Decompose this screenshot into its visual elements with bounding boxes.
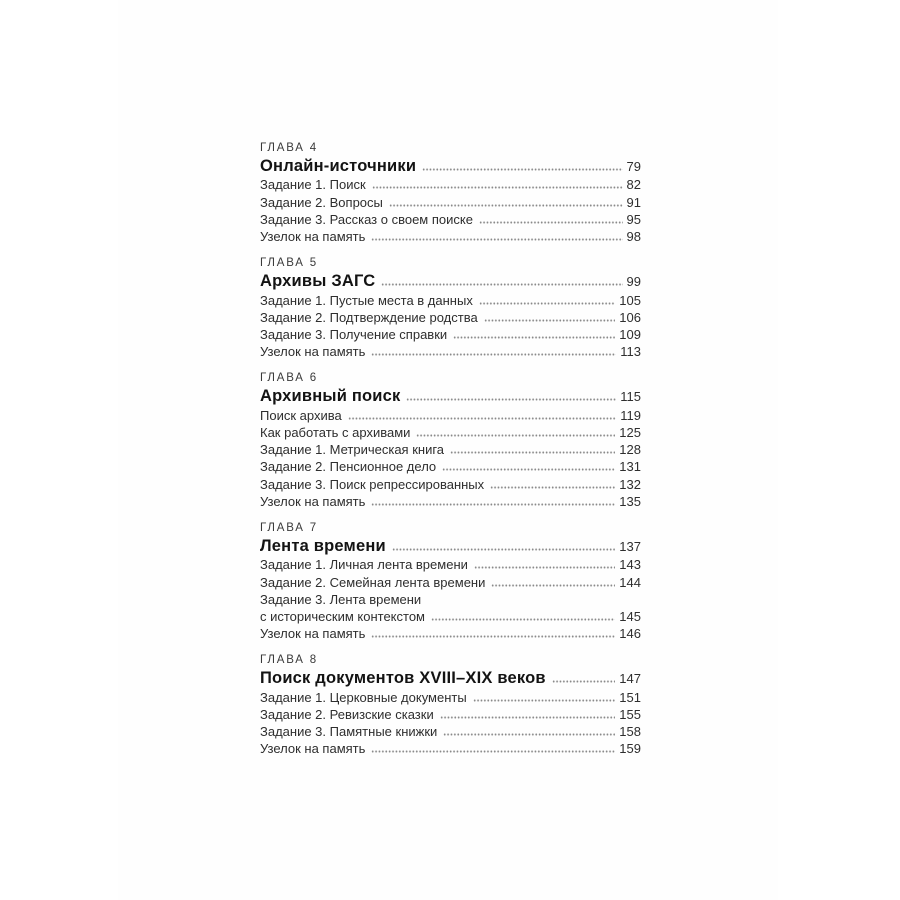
toc-entry-wrapped-first-line — [260, 591, 641, 608]
toc-entry — [260, 228, 641, 245]
dot-leader — [450, 450, 615, 454]
page-number: 147 — [619, 671, 641, 687]
page-number: 125 — [619, 425, 641, 440]
chapter-title-row — [260, 669, 641, 689]
chapter-title: Архивы ЗАГС — [260, 272, 376, 290]
toc-entry — [260, 458, 641, 475]
chapter-label: ГЛАВА 6 — [260, 372, 318, 385]
entry-text: Задание 1. Личная лента времени — [260, 557, 468, 573]
page-number: 135 — [619, 493, 641, 509]
entry-text: Поиск архива — [260, 407, 342, 423]
page-number: 82 — [626, 177, 641, 193]
dot-leader — [552, 679, 616, 683]
toc-entry — [260, 424, 641, 441]
page-number: 91 — [626, 194, 641, 210]
toc-entry — [260, 476, 641, 493]
page-number: 158 — [619, 724, 641, 740]
toc-entry — [260, 407, 641, 424]
dot-leader — [491, 583, 615, 587]
toc-entry — [260, 326, 641, 343]
dot-leader — [453, 335, 615, 339]
page-number: 132 — [619, 476, 641, 492]
toc-chapter-7 — [260, 520, 641, 642]
page-number: 119 — [620, 407, 641, 423]
table-of-contents — [260, 140, 641, 768]
dot-leader — [490, 485, 615, 489]
page-number: 159 — [619, 741, 641, 757]
page-number: 95 — [626, 211, 641, 227]
toc-entry — [260, 292, 641, 309]
page-number: 98 — [626, 229, 641, 244]
page-number: 144 — [619, 574, 641, 590]
page-number: 106 — [619, 309, 641, 325]
dot-leader — [474, 565, 615, 569]
entry-text: Узелок на память — [260, 344, 366, 360]
page-number: 99 — [626, 274, 641, 289]
toc-chapter-5 — [260, 255, 641, 360]
entry-text: Задание 2. Ревизские сказки — [260, 707, 434, 723]
dot-leader — [473, 698, 616, 702]
dot-leader — [389, 203, 623, 207]
entry-text: Задание 3. Рассказ о своем поиске — [260, 211, 473, 227]
toc-entry — [260, 493, 641, 510]
chapter-title-row — [260, 387, 641, 407]
entry-text: Задание 3. Памятные книжки — [260, 724, 438, 740]
entry-text: Задание 1. Пустые места в данных — [260, 292, 473, 308]
dot-leader — [422, 167, 622, 171]
dot-leader — [479, 220, 623, 224]
toc-chapter-4 — [260, 140, 641, 245]
chapter-title-row — [260, 157, 641, 177]
chapter-label: ГЛАВА 4 — [260, 142, 318, 154]
dot-leader — [479, 301, 615, 305]
toc-entry — [260, 625, 641, 642]
toc-entry — [260, 194, 641, 211]
toc-entry — [260, 556, 641, 573]
toc-entry — [260, 343, 641, 360]
entry-text: с историческим контекстом — [260, 609, 425, 625]
chapter-label: ГЛАВА 7 — [260, 522, 318, 535]
entry-text: Как работать с архивами — [260, 425, 411, 440]
dot-leader — [406, 397, 616, 401]
dot-leader — [442, 467, 615, 471]
page-number: 79 — [626, 158, 641, 174]
dot-leader — [381, 282, 622, 286]
chapter-label: ГЛАВА 5 — [260, 257, 318, 270]
entry-text: Задание 1. Церковные документы — [260, 689, 467, 705]
toc-entry — [260, 211, 641, 228]
entry-text: Задание 3. Получение справки — [260, 327, 448, 342]
chapter-title-row — [260, 272, 641, 292]
entry-text: Задание 2. Подтверждение родства — [260, 309, 478, 325]
dot-leader — [440, 715, 616, 719]
entry-text: Задание 2. Семейная лента времени — [260, 574, 486, 590]
entry-text: Задание 1. Метрическая книга — [260, 442, 445, 458]
entry-text: Задание 3. Поиск репрессированных — [260, 476, 485, 492]
dot-leader — [348, 416, 617, 420]
toc-entry — [260, 176, 641, 193]
page-number: 105 — [619, 292, 641, 308]
chapter-title: Архивный поиск — [260, 387, 401, 406]
toc-entry — [260, 740, 641, 757]
dot-leader — [371, 502, 615, 506]
toc-entry-wrapped-second-line — [260, 608, 641, 625]
entry-text: Узелок на память — [260, 229, 366, 244]
toc-entry — [260, 441, 641, 458]
page-number: 137 — [619, 538, 641, 554]
entry-text: Задание 3. Лента времени — [260, 591, 422, 607]
toc-entry — [260, 309, 641, 326]
page-number: 155 — [619, 707, 641, 723]
entry-text: Задание 1. Поиск — [260, 177, 366, 193]
dot-leader — [371, 237, 622, 241]
toc-entry — [260, 574, 641, 591]
dot-leader — [484, 318, 616, 322]
toc-entry — [260, 706, 641, 723]
dot-leader — [392, 547, 615, 551]
dot-leader — [416, 433, 615, 437]
dot-leader — [371, 749, 615, 753]
toc-chapter-8 — [260, 652, 641, 757]
entry-text: Узелок на память — [260, 741, 366, 757]
page-number: 146 — [619, 626, 641, 642]
chapter-title-row — [260, 537, 641, 557]
entry-text: Задание 2. Пенсионное дело — [260, 459, 437, 475]
chapter-title: Лента времени — [260, 536, 386, 555]
entry-text: Узелок на память — [260, 626, 366, 642]
entry-text: Узелок на память — [260, 493, 366, 509]
page-number: 143 — [619, 557, 641, 573]
entry-text: Задание 2. Вопросы — [260, 194, 383, 210]
chapter-title: Онлайн-источники — [260, 156, 417, 175]
dot-leader — [371, 634, 615, 638]
toc-chapter-6 — [260, 370, 641, 510]
page-number: 115 — [620, 389, 641, 405]
dot-leader — [372, 185, 623, 189]
page-number: 151 — [619, 689, 641, 705]
page-number: 145 — [619, 609, 641, 625]
page-number: 113 — [620, 344, 641, 360]
dot-leader — [371, 352, 616, 356]
page-number: 131 — [619, 459, 641, 475]
chapter-label: ГЛАВА 8 — [260, 654, 318, 667]
chapter-title: Поиск документов XVIII–XIX веков — [260, 669, 546, 688]
book-page — [118, 0, 778, 900]
toc-entry — [260, 689, 641, 706]
dot-leader — [443, 732, 615, 736]
page-number: 109 — [619, 327, 641, 342]
dot-leader — [431, 617, 615, 621]
page-number: 128 — [619, 442, 641, 458]
toc-entry — [260, 723, 641, 740]
